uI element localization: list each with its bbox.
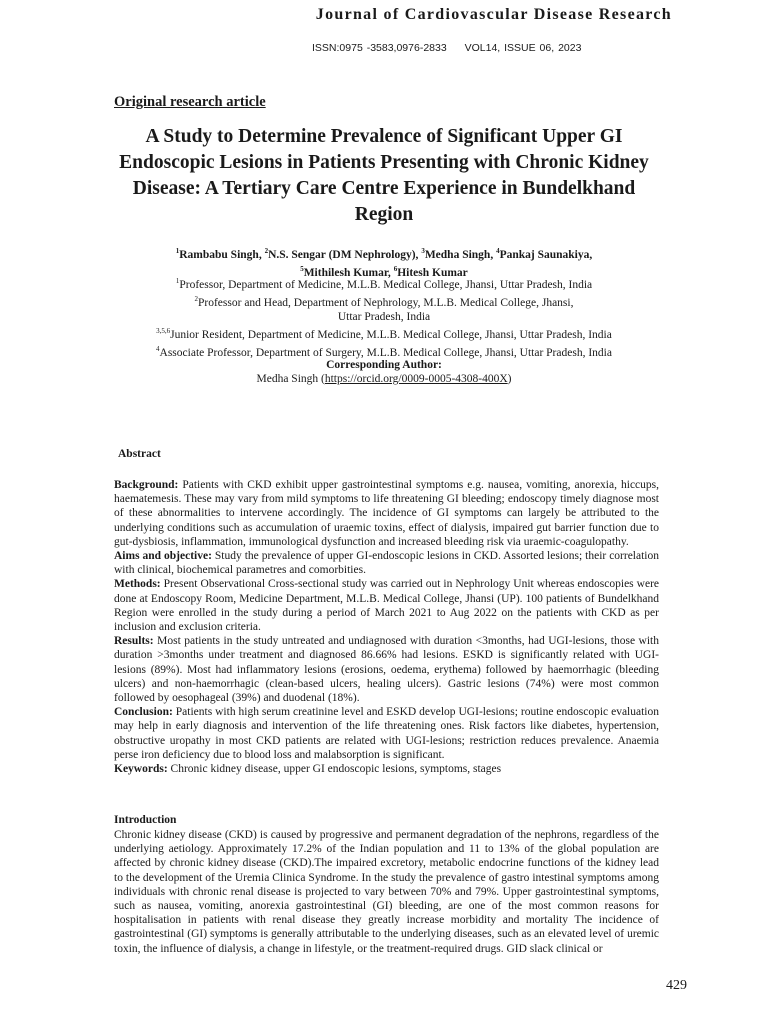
section-label: Methods: — [114, 578, 161, 591]
issn: ISSN:0975 -3583,0976-2833 — [312, 42, 447, 54]
affiliation-text: Associate Professor, Department of Surgery, M.L.B. Medical College, Jhansi, Uttar Pradesh, India — [159, 347, 612, 360]
author-number: 5 — [300, 264, 304, 273]
author-name: Rambabu Singh, — [179, 248, 265, 261]
abstract-keywords — [114, 762, 659, 776]
corresponding-close: ) — [507, 373, 512, 386]
introduction-text: Chronic kidney disease (CKD) is caused by progressive and permanent degradation of the nephrons, regardless of the underlying aetiology. Approximately 17.2% of the Indian population and 11 to 13% of the global population are affected by chronic kidney disease (CKD).The impaired excretory, metabolic endocrine functions of the kidney lead to the development of the Uremia Clinica Syndrome. In the study the prevalence of gastro intestinal symptoms among individuals with chronic renal disease is projected to vary between 70% and 79%. Upper gastrointestinal symptoms, such as nausea, vomiting, anorexia gastrointestinal (GI) bleeding, are one of the most common reasons for hospitalisation in patients with renal disease they greatly increase morbidity and mortality The incidence of gastrointestinal (GI) symptoms is generally attributable to the underlying diseases, such as an elevated level of uremic toxin, the influence of dialysis, a change in lifestyle, or the treatment-required drugs. GID slack clinical or — [114, 829, 659, 955]
author-number: 3 — [421, 247, 425, 255]
author-name: N.S. Sengar (DM Nephrology), — [268, 248, 422, 261]
journal-name: Journal of Cardiovascular Disease Research — [315, 6, 672, 23]
affiliation — [110, 274, 658, 292]
affiliation-text: Uttar Pradesh, India — [337, 311, 431, 324]
orcid-link[interactable]: https://orcid.org/0009-0005-4308-400X — [324, 373, 508, 386]
abstract-heading: Abstract — [118, 448, 161, 460]
author-name: Medha Singh, — [424, 248, 497, 261]
abstract-results — [114, 634, 659, 705]
article-type: Original research article — [114, 94, 266, 110]
affiliations — [110, 274, 658, 360]
section-text: Study the prevalence of upper GI-endoscopic lesions in CKD. Assorted lesions; their correlation with clinical, biochemical parametres and comorbities. — [114, 550, 659, 577]
affiliation-text: Professor, Department of Medicine, M.L.B. Medical College, Jhansi, Uttar Pradesh, India — [179, 278, 593, 291]
affiliation — [110, 292, 658, 310]
author-name: Mithilesh Kumar, — [303, 266, 394, 279]
issn-line — [312, 42, 595, 54]
section-text: Patients with high serum creatinine level and ESKD develop UGI-lesions; routine endoscopic evaluation may help in early diagnosis and intervention of the life threatening ones. Risk factors like diabetes, hypertension, obstructive uropathy in most CKD patients are related with UGI-lesions; restriction reduces prevalence. Anaemia perse iron deficiency due to blood loss and malabsorption is significant. — [114, 706, 659, 761]
abstract-methods — [114, 577, 659, 634]
section-label: Conclusion: — [114, 706, 173, 719]
affiliation-number: 2 — [194, 295, 198, 304]
affiliation-number: 3,5,6 — [156, 327, 171, 336]
affiliation-number: 4 — [156, 345, 160, 354]
author-number: 4 — [496, 247, 500, 255]
section-label: Results: — [114, 635, 154, 648]
section-label: Background: — [114, 479, 179, 491]
affiliation — [110, 310, 658, 324]
page-number: 429 — [666, 978, 687, 993]
corresponding-line — [110, 372, 658, 386]
corresponding-label: Corresponding Author: — [326, 359, 442, 371]
affiliation — [110, 324, 658, 342]
section-text: Present Observational Cross-sectional study was carried out in Nephrology Unit whereas endoscopies were done at Endoscopy Room, Medicine Department, M.L.B. Medical College, Jhansi (UP). 100 patients of Bundelkhand Region were enrolled in the study during a period of March 2021 to Aug 2022 on the patients with CKD as per inclusion and exclusion criteria. — [114, 578, 659, 634]
author-number: 6 — [393, 264, 398, 273]
section-text: Most patients in the study untreated and undiagnosed with duration <3months, had UGI-lesions, those with duration >3months under treatment and diagnosed 86.66% had lesions. ESKD is significantly related with UGI-lesions (89%). Most had inflammatory lesions (erosions, oedema, erythema) followed by haemorrhagic (bleeding ulcers) and non-haemorrhagic (clean-based ulcers, healing ulcers). Gastric lesions (74%) were most common followed by oesophageal (39%) and duodenal (18%). — [114, 635, 659, 705]
abstract-aims — [114, 549, 659, 577]
author-name: Pankaj Saunakiya, — [499, 248, 593, 261]
article-title: A Study to Determine Prevalence of Significant Upper GI Endoscopic Lesions in Patients Presenting with Chronic Kidney Disease: A Tertiary Care Centre Experience in Bundelkhand Region — [119, 126, 649, 225]
abstract-body — [114, 478, 659, 776]
volume-issue: VOL14, ISSUE 06, 2023 — [464, 42, 582, 54]
author-name: Hitesh Kumar — [397, 266, 468, 279]
author-number: 2 — [264, 247, 269, 255]
author-number: 1 — [175, 247, 180, 255]
section-text: Patients with CKD exhibit upper gastrointestinal symptoms e.g. nausea, vomiting, anorexia, hiccups, haematemesis. These may vary from mild symptoms to life threatening GI bleeding; endoscopy timely diagnose most of these abnormalities to intervene accordingly. The incidence of GI symptoms can largely be attributed to the underlying conditions such as accumulation of uraemic toxins, effect of dialysis, impaired gut barrier function due to gut-dysbiosis, inflammation, immunological dysfunction and increased bleeding risk via uraemic-coagulopathy. — [114, 479, 659, 548]
section-text: Chronic kidney disease, upper GI endoscopic lesions, symptoms, stages — [167, 763, 502, 776]
corresponding-name: Medha Singh ( — [256, 373, 325, 386]
affiliation-text: Professor and Head, Department of Nephrology, M.L.B. Medical College, Jhansi, — [198, 296, 574, 309]
section-label: Aims and objective: — [114, 550, 212, 563]
abstract-background — [114, 478, 659, 549]
section-label: Keywords: — [114, 763, 168, 776]
corresponding-author — [110, 358, 658, 386]
introduction-heading: Introduction — [114, 814, 177, 826]
affiliation-number: 1 — [175, 277, 180, 285]
abstract-conclusion — [114, 705, 659, 762]
affiliation-text: Junior Resident, Department of Medicine, M.L.B. Medical College, Jhansi, Uttar Pradesh, India — [170, 329, 612, 342]
